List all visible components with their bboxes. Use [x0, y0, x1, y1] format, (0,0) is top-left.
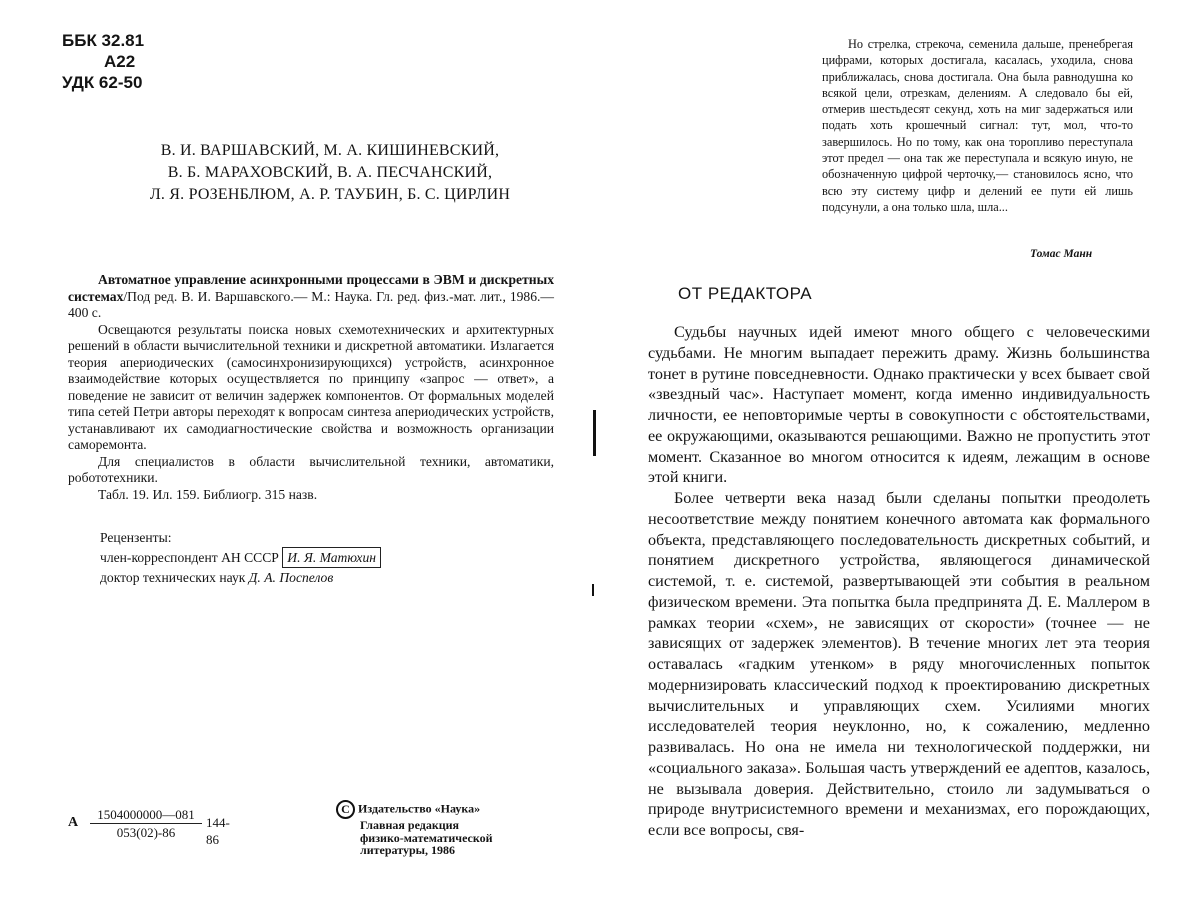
book-audience: Для специалистов в области вычислительной техники, автоматики, робототехники. — [68, 453, 554, 485]
pub-code-fraction — [90, 806, 202, 841]
epigraph-text: Но стрелка, стрекоча, семенила дальше, пренебрегая цифрами, которых достигала, касалась, уходила, снова приближалась, снова достигала. Она была равнодушна ко всякой цели, отрезкам, делениям. А следовало бы ей, отмерив шестьдесят секунд, хоть на миг задержаться или подать хоть крошечный сигнал: тут, мол, что-то завершилось. Но по тому, как она торопливо переступала этот предел — она так же переступала и всякую иную, не обозначенную цифрой черточку,— становилось ясно, что всю эту систему цифр и делений ее пути ей лишь подсунули, а она только шла, шла... — [822, 37, 1133, 214]
right-page — [600, 0, 1200, 899]
editor-preface — [648, 322, 1150, 841]
author-mark-code: А22 — [104, 52, 136, 71]
bibliographic-entry — [68, 272, 554, 322]
pub-code-numerator: 1504000000—081 — [90, 806, 202, 824]
bbk-code: ББК 32.81 — [62, 31, 145, 50]
reviewer-row — [100, 547, 381, 568]
reviewers-block — [100, 528, 381, 587]
reviewer-role: член-корреспондент АН СССР — [100, 550, 279, 565]
scan-mark — [593, 410, 596, 456]
annotation-block — [68, 272, 554, 503]
reviewer-row — [100, 568, 381, 587]
authors-line: Л. Я. РОЗЕНБЛЮМ, А. Р. ТАУБИН, Б. С. ЦИРЛИН — [149, 186, 511, 203]
epigraph — [822, 36, 1133, 215]
book-summary: Освещаются результаты поиска новых схемотехнических и архитектурных решений в области вычислительной техники и дискретной автоматики. Излагается теория апериодических (самосинхронизирующихся) устройств, асинхронное взаимодействие которых осуществляется по принципу «запрос — ответ», а поведение не зависит от величин задержек компонентов. От формальных моделей типа сетей Петри авторы переходят к вопросам синтеза апериодических устройств, устанавливают их самодиагностические свойства и возможность организации саморемонта. — [68, 321, 554, 452]
pub-code-tail: 144-86 — [206, 815, 230, 847]
reviewer-name: Д. А. Поспелов — [248, 570, 334, 585]
pub-code-letter: А — [68, 815, 79, 830]
publisher-block — [336, 800, 493, 857]
classification-codes — [62, 30, 144, 93]
udk-code: УДК 62-50 — [62, 73, 143, 92]
book-citation: /Под ред. В. И. Варшавского.— М.: Наука. Гл. ред. физ.-мат. лит., 1986.— 400 с. — [68, 288, 554, 320]
authors-block — [100, 140, 560, 206]
paragraph: Судьбы научных идей имеют много общего с человеческими судьбами. Не многим выпадает пережить драму. Жизнь большинства тонет в рутине повседневности. Однако практически у всех бывает свой «звездный час». Наступает момент, когда именно индивидуальность личности, ее неповторимые черты в совокупности с обстоятельствами, ее окружающими, оказываются решающими. Важно не пропустить этот момент. Сказанное во многом относится к идеям, лежащим в основе этой книги. — [648, 323, 1150, 487]
pub-code-denominator: 053(02)-86 — [116, 825, 176, 840]
reviewers-label: Рецензенты: — [100, 530, 172, 545]
book-title: Автоматное управление асинхронными процессами в ЭВМ и дискретных системах — [68, 272, 554, 304]
section-heading: ОТ РЕДАКТОРА — [678, 284, 813, 303]
book-stats: Табл. 19. Ил. 159. Библиогр. 315 назв. — [98, 486, 318, 502]
authors-line: В. Б. МАРАХОВСКИЙ, В. А. ПЕСЧАНСКИЙ, — [167, 164, 493, 181]
epigraph-author: Томас Манн — [1030, 248, 1093, 260]
reviewer-role: доктор технических наук — [100, 570, 246, 585]
publisher-line: литературы, 1986 — [360, 843, 456, 857]
paragraph: Более четверти века назад были сделаны попытки преодолеть несоответствие между понятием конечного автомата как формального объекта, представляющего последовательность дискретных событий, и понятием дискретного устройства, являющегося динамической системой, т. е. системой, развертывающей эти события в реальном физическом времени. Эта попытка была предпринята Д. Е. Маллером в рамках теории «схем», не зависящих от скорости» (точнее — не зависящих от задержек элементов). В течение многих лет эта теория оставалась «гадким утенком» в ряду многочисленных попыток модернизировать классический подход к проектированию дискретных вычислительных и управляющих схем. Усилиями многих исследователей теория неуклонно, но, к сожалению, медленно развивалась. Но она не имела ни технологической поддержки, ни «социального заказа». Большая часть утверждений ее адептов, казалось, не вызывала доверия. Действительно, стоило ли задумываться о природе внутрисистемного времени и механизмах, его порождающих, если все вопросы, свя- — [648, 489, 1150, 839]
publisher-line: физико-математической — [360, 830, 493, 845]
copyright-icon: C — [336, 800, 355, 819]
authors-line: В. И. ВАРШАВСКИЙ, М. А. КИШИНЕВСКИЙ, — [160, 142, 500, 159]
publisher-line — [336, 800, 493, 819]
publisher-name: Издательство «Наука» — [358, 801, 481, 816]
reviewer-name-stamp: И. Я. Матюхин — [282, 547, 381, 568]
publisher-line: Главная редакция — [360, 818, 460, 832]
scan-mark — [592, 584, 594, 596]
